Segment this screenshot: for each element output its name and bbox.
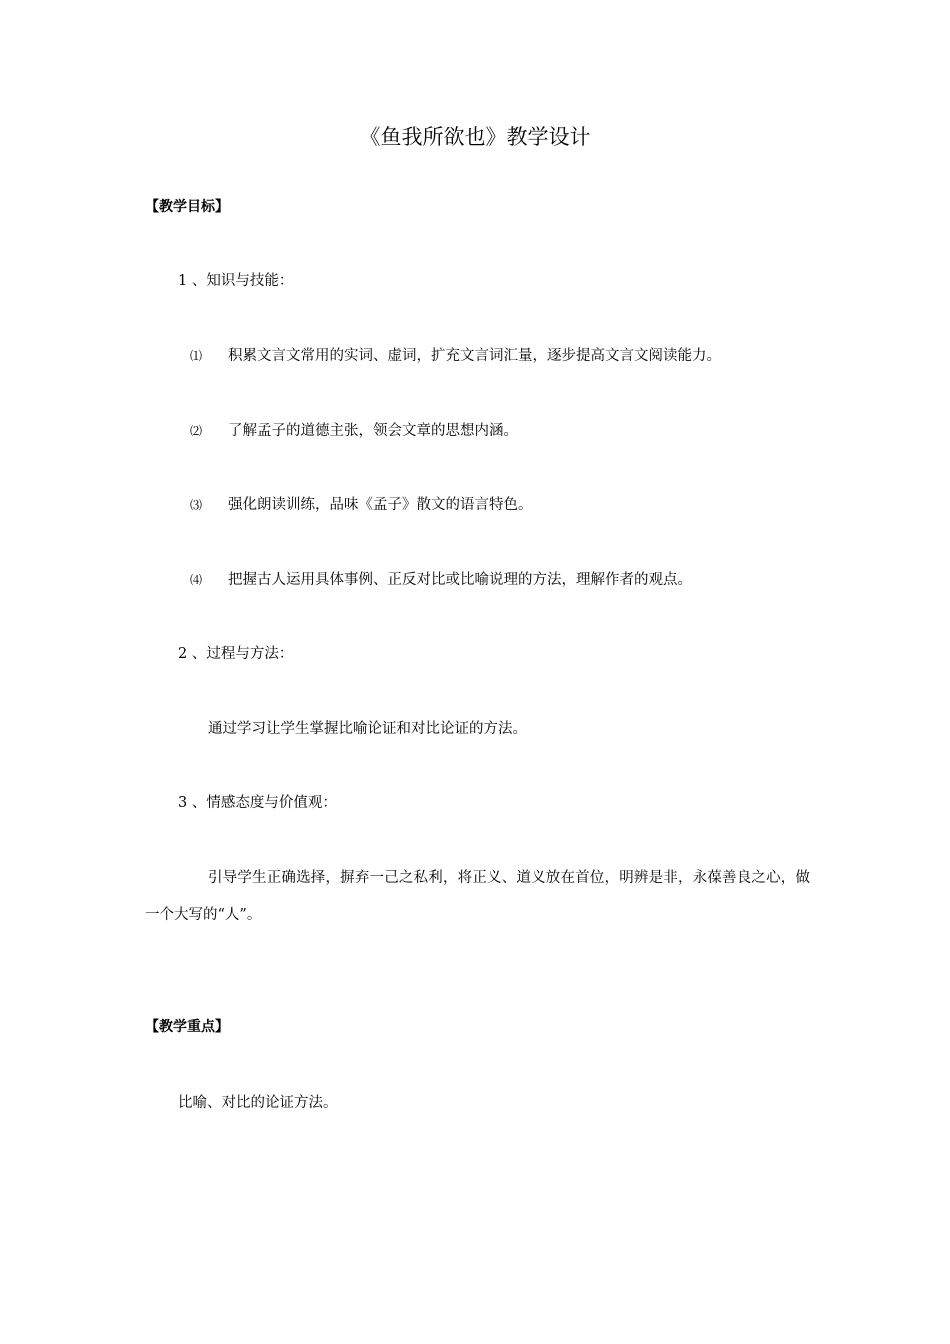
emotion-values-text: 引导学生正确选择，摒弃一己之私利，将正义、道义放在首位，明辨是非，永葆善良之心，做一个大写的“人”。 <box>145 870 810 923</box>
item-text: 把握古人运用具体事例、正反对比或比喻说理的方法，理解作者的观点。 <box>228 572 692 588</box>
process-methods-label: 2 、过程与方法： <box>178 646 294 662</box>
document-title: 《鱼我所欲也》教学设计 <box>359 125 591 149</box>
objectives-heading: 【教学目标】 <box>145 199 229 215</box>
item-number: ⑷ <box>190 573 203 587</box>
knowledge-item <box>190 345 721 367</box>
knowledge-item <box>190 420 518 442</box>
item-number: ⑶ <box>190 498 203 512</box>
item-text: 积累文言文常用的实词、虚词，扩充文言词汇量，逐步提高文言文阅读能力。 <box>228 348 721 364</box>
keypoints-text: 比喻、对比的论证方法。 <box>178 1095 338 1111</box>
item-number: ⑵ <box>190 424 203 438</box>
item-number: ⑴ <box>190 349 203 363</box>
emotion-values-label: 3 、情感态度与价值观： <box>178 795 337 811</box>
keypoints-heading: 【教学重点】 <box>145 1019 229 1035</box>
item-text: 强化朗读训练，品味《孟子》散文的语言特色。 <box>228 497 533 513</box>
process-methods-text: 通过学习让学生掌握比喻论证和对比论证的方法。 <box>208 721 527 737</box>
item-text: 了解孟子的道德主张，领会文章的思想内涵。 <box>228 423 518 439</box>
knowledge-item <box>190 569 692 591</box>
knowledge-skills-label: 1 、知识与技能： <box>178 273 294 289</box>
knowledge-item <box>190 494 533 516</box>
